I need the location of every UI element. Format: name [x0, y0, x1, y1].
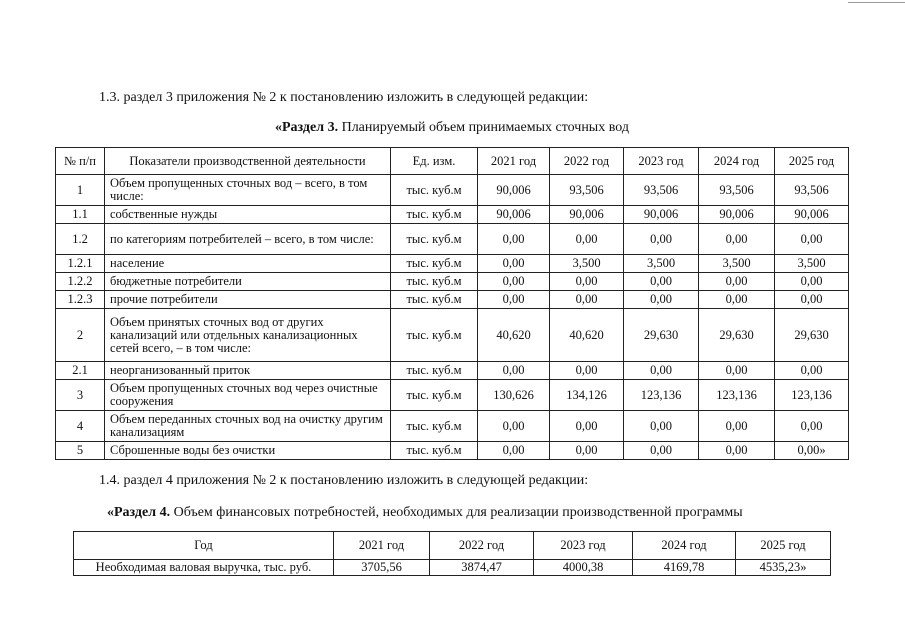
value-cell: 0,00: [775, 273, 849, 291]
indicator-name: по категориям потребителей – всего, в том числе:: [105, 224, 391, 255]
section-3-heading: [275, 120, 629, 136]
value-cell: 0,00: [550, 291, 624, 309]
row-number: 1.2: [56, 224, 105, 255]
paragraph-1-4: 1.4. раздел 4 приложения № 2 к постановлению изложить в следующей редакции:: [99, 473, 589, 488]
table-row: [56, 411, 849, 442]
value-cell: 0,00: [624, 291, 699, 309]
row-number: 2.1: [56, 362, 105, 380]
indicator-name: население: [105, 255, 391, 273]
value-cell: 0,00: [699, 224, 775, 255]
unit-cell: тыс. куб.м: [391, 309, 478, 362]
header-cell: 2024 год: [699, 148, 775, 175]
unit-cell: тыс. куб.м: [391, 255, 478, 273]
value-cell: 3705,56: [334, 560, 430, 576]
indicator-name: прочие потребители: [105, 291, 391, 309]
header-cell: 2022 год: [550, 148, 624, 175]
value-cell: 40,620: [550, 309, 624, 362]
section-4-title: Объем финансовых потребностей, необходимых для реализации производственной программы: [170, 505, 743, 520]
row-number: 1: [56, 175, 105, 206]
value-cell: 0,00»: [775, 442, 849, 460]
value-cell: 90,006: [775, 206, 849, 224]
table-row: [56, 255, 849, 273]
indicator-name: Объем пропущенных сточных вод через очистные сооружения: [105, 380, 391, 411]
table-row: [56, 442, 849, 460]
row-number: 3: [56, 380, 105, 411]
value-cell: 0,00: [699, 291, 775, 309]
unit-cell: тыс. куб.м: [391, 291, 478, 309]
unit-cell: тыс. куб.м: [391, 411, 478, 442]
value-cell: 93,506: [550, 175, 624, 206]
value-cell: 3874,47: [430, 560, 534, 576]
value-cell: 29,630: [624, 309, 699, 362]
indicator-name: Объем переданных сточных вод на очистку другим канализациям: [105, 411, 391, 442]
indicator-name: собственные нужды: [105, 206, 391, 224]
value-cell: 0,00: [478, 273, 550, 291]
value-cell: 0,00: [550, 411, 624, 442]
value-cell: 123,136: [699, 380, 775, 411]
value-cell: 90,006: [550, 206, 624, 224]
value-cell: 123,136: [775, 380, 849, 411]
header-cell: Показатели производственной деятельности: [105, 148, 391, 175]
value-cell: 0,00: [699, 362, 775, 380]
unit-cell: тыс. куб.м: [391, 273, 478, 291]
value-cell: 0,00: [624, 224, 699, 255]
value-cell: 0,00: [775, 411, 849, 442]
value-cell: 0,00: [624, 273, 699, 291]
header-cell: Ед. изм.: [391, 148, 478, 175]
value-cell: 0,00: [624, 362, 699, 380]
row-label: Необходимая валовая выручка, тыс. руб.: [74, 560, 334, 576]
table-row: [56, 291, 849, 309]
table-row: [56, 206, 849, 224]
value-cell: 40,620: [478, 309, 550, 362]
value-cell: 0,00: [550, 224, 624, 255]
unit-cell: тыс. куб.м: [391, 175, 478, 206]
value-cell: 3,500: [775, 255, 849, 273]
value-cell: 29,630: [775, 309, 849, 362]
row-number: 1.2.2: [56, 273, 105, 291]
header-cell: 2021 год: [478, 148, 550, 175]
header-cell: 2024 год: [633, 532, 736, 560]
indicator-name: бюджетные потребители: [105, 273, 391, 291]
value-cell: 130,626: [478, 380, 550, 411]
unit-cell: тыс. куб.м: [391, 224, 478, 255]
value-cell: 93,506: [624, 175, 699, 206]
unit-cell: тыс. куб.м: [391, 206, 478, 224]
section-3-title: Планируемый объем принимаемых сточных вод: [338, 120, 629, 135]
header-cell: 2023 год: [534, 532, 633, 560]
value-cell: 0,00: [478, 255, 550, 273]
value-cell: 90,006: [478, 175, 550, 206]
row-number: 1.1: [56, 206, 105, 224]
table-row: [56, 273, 849, 291]
value-cell: 0,00: [775, 362, 849, 380]
header-cell: 2023 год: [624, 148, 699, 175]
indicator-name: неорганизованный приток: [105, 362, 391, 380]
header-cell: 2022 год: [430, 532, 534, 560]
value-cell: 0,00: [550, 442, 624, 460]
header-cell: Год: [74, 532, 334, 560]
value-cell: 0,00: [478, 291, 550, 309]
financial-needs-table: [73, 531, 831, 576]
unit-cell: тыс. куб.м: [391, 380, 478, 411]
value-cell: 0,00: [699, 442, 775, 460]
value-cell: 0,00: [478, 224, 550, 255]
corner-rule: [848, 2, 905, 3]
value-cell: 0,00: [624, 411, 699, 442]
value-cell: 93,506: [699, 175, 775, 206]
value-cell: 90,006: [699, 206, 775, 224]
value-cell: 0,00: [699, 273, 775, 291]
table-row: [56, 175, 849, 206]
unit-cell: тыс. куб.м: [391, 442, 478, 460]
value-cell: 0,00: [550, 273, 624, 291]
section-4-heading: [107, 505, 743, 521]
value-cell: 90,006: [624, 206, 699, 224]
value-cell: 0,00: [550, 362, 624, 380]
value-cell: 0,00: [699, 411, 775, 442]
table-row: [74, 560, 831, 576]
value-cell: 123,136: [624, 380, 699, 411]
unit-cell: тыс. куб.м: [391, 362, 478, 380]
section-3-bold: «Раздел 3.: [275, 120, 339, 135]
value-cell: 0,00: [775, 291, 849, 309]
header-cell: 2025 год: [736, 532, 831, 560]
table-row: [56, 309, 849, 362]
table-row: [56, 380, 849, 411]
value-cell: 4000,38: [534, 560, 633, 576]
row-number: 2: [56, 309, 105, 362]
value-cell: 3,500: [624, 255, 699, 273]
indicator-name: Объем принятых сточных вод от других канализаций или отдельных канализационных сетей всего, – в том числе:: [105, 309, 391, 362]
value-cell: 0,00: [775, 224, 849, 255]
table-row: [56, 224, 849, 255]
value-cell: 0,00: [478, 442, 550, 460]
value-cell: 134,126: [550, 380, 624, 411]
table-row: [56, 362, 849, 380]
row-number: 4: [56, 411, 105, 442]
value-cell: 3,500: [550, 255, 624, 273]
header-cell: 2025 год: [775, 148, 849, 175]
section-4-bold: «Раздел 4.: [107, 505, 171, 520]
row-number: 1.2.3: [56, 291, 105, 309]
table-header-row: [56, 148, 849, 175]
value-cell: 93,506: [775, 175, 849, 206]
row-number: 5: [56, 442, 105, 460]
value-cell: 0,00: [478, 362, 550, 380]
indicator-name: Объем пропущенных сточных вод – всего, в том числе:: [105, 175, 391, 206]
value-cell: 4169,78: [633, 560, 736, 576]
value-cell: 0,00: [478, 411, 550, 442]
value-cell: 4535,23»: [736, 560, 831, 576]
header-cell: № п/п: [56, 148, 105, 175]
table-header-row: [74, 532, 831, 560]
wastewater-volume-table: [55, 147, 849, 460]
value-cell: 90,006: [478, 206, 550, 224]
indicator-name: Сброшенные воды без очистки: [105, 442, 391, 460]
paragraph-1-3: 1.3. раздел 3 приложения № 2 к постановлению изложить в следующей редакции:: [99, 90, 589, 105]
value-cell: 3,500: [699, 255, 775, 273]
value-cell: 29,630: [699, 309, 775, 362]
header-cell: 2021 год: [334, 532, 430, 560]
value-cell: 0,00: [624, 442, 699, 460]
row-number: 1.2.1: [56, 255, 105, 273]
